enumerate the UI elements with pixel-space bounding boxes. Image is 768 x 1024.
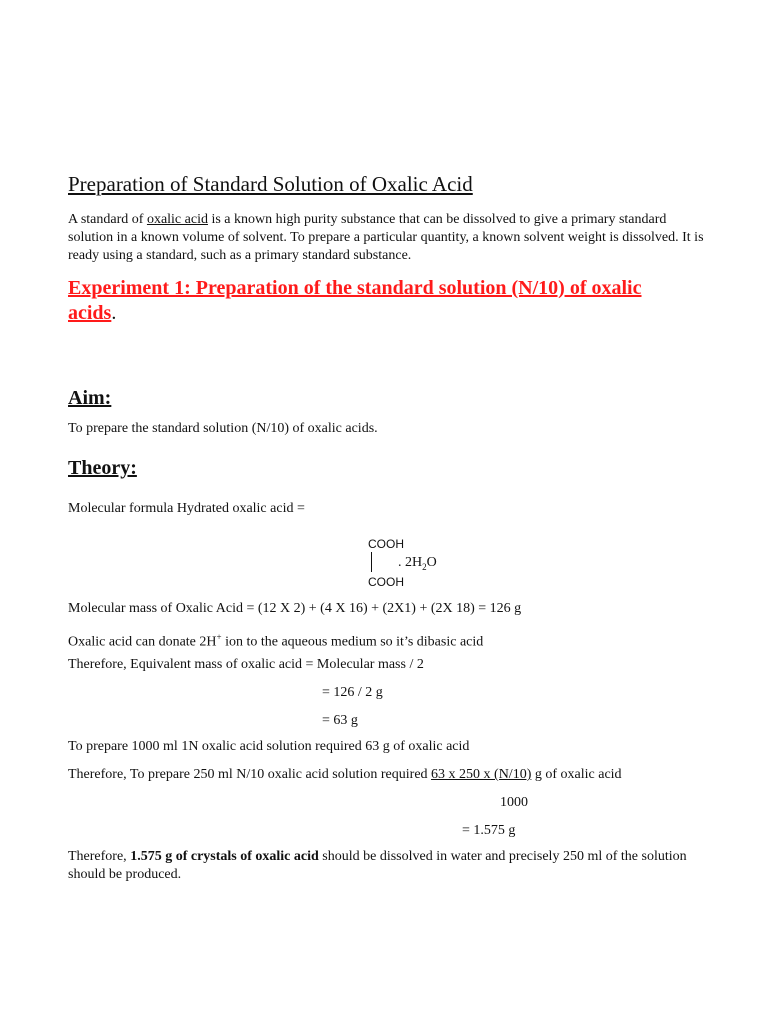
intro-paragraph (68, 211, 708, 265)
prep-250-prefix: Therefore, To prepare 250 ml N/10 oxalic acid solution required (68, 767, 432, 782)
fraction-denominator: 1000 (500, 795, 528, 810)
conclusion-prefix: Therefore, (68, 849, 131, 864)
oxalic-acid-link[interactable]: oxalic acid (146, 212, 208, 227)
conclusion-suffix: should be dissolved in water and precisely 250 ml of the solution should be produced. (68, 849, 687, 882)
result-line: = 1.575 g (462, 823, 516, 838)
prep-250-numerator: 63 x 250 x (N/10) (431, 767, 532, 782)
water-of-crystallization (398, 554, 437, 576)
donate-suffix: ion to the aqueous medium so it’s dibasic acid (221, 634, 484, 650)
prep-250ml-line (68, 766, 622, 784)
page-title: Preparation of Standard Solution of Oxalic Acid (68, 172, 473, 196)
structure-bond (371, 552, 372, 572)
structure-bottom-group: COOH (368, 575, 404, 589)
equivalent-step-2: = 63 g (322, 713, 358, 728)
experiment-heading-period: . (111, 302, 117, 324)
molecular-mass-line: Molecular mass of Oxalic Acid = (12 X 2) + (4 X 16) + (2X1) + (2X 18) = 126 g (68, 601, 522, 616)
water-suffix: O (426, 555, 437, 570)
prep-250-suffix: g of oxalic acid (531, 767, 622, 782)
donate-superscript: + (216, 632, 222, 642)
formula-label: Molecular formula Hydrated oxalic acid = (68, 501, 305, 516)
conclusion-paragraph (68, 848, 708, 884)
equivalent-step-1: = 126 / 2 g (322, 685, 383, 700)
aim-heading: Aim: (68, 387, 112, 409)
prep-1000ml-line: To prepare 1000 ml 1N oxalic acid solution required 63 g of oxalic acid (68, 739, 470, 754)
experiment-heading (68, 276, 668, 326)
theory-heading: Theory: (68, 457, 137, 479)
equivalent-mass-line: Therefore, Equivalent mass of oxalic acid = Molecular mass / 2 (68, 657, 424, 672)
experiment-heading-text: Experiment 1: Preparation of the standard solution (N/10) of oxalic acids (68, 277, 642, 324)
water-subscript: 2 (422, 561, 427, 572)
donate-prefix: Oxalic acid can donate 2H (68, 634, 217, 650)
intro-prefix: A standard of (68, 212, 147, 227)
aim-text: To prepare the standard solution (N/10) of oxalic acids. (68, 421, 378, 436)
intro-suffix: is a known high purity substance that can be dissolved to give a primary standard solution in a known volume of solvent. To prepare a particular quantity, a known solvent weight is dissolved. It is ready using a standard, such as a primary standard substance. (68, 212, 704, 263)
water-prefix: . 2H (398, 555, 423, 570)
conclusion-bold: 1.575 g of crystals of oxalic acid (130, 849, 319, 864)
dibasic-line (68, 628, 483, 652)
structure-top-group: COOH (368, 537, 404, 551)
